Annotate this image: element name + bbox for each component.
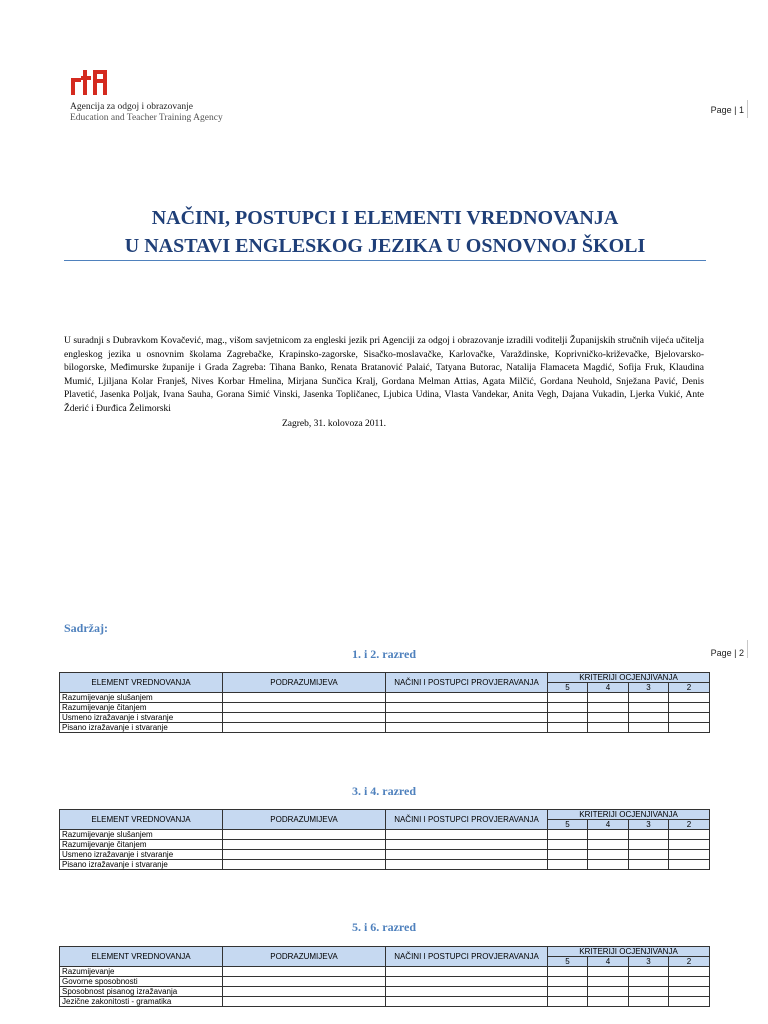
table-cell xyxy=(386,723,548,733)
table-cell xyxy=(548,997,588,1007)
table-row xyxy=(60,713,710,723)
table-cell xyxy=(629,967,669,977)
agency-name-hr: Agencija za odgoj i obrazovanje xyxy=(70,102,193,112)
table-cell xyxy=(588,693,629,703)
header-nacini: NAČINI I POSTUPCI PROVJERAVANJA xyxy=(386,947,548,967)
table-row xyxy=(60,987,710,997)
table-cell xyxy=(588,850,629,860)
row-label: Razumijevanje slušanjem xyxy=(60,830,223,840)
table-cell xyxy=(548,977,588,987)
table-cell xyxy=(548,860,588,870)
table-row xyxy=(60,840,710,850)
table-cell xyxy=(629,830,669,840)
table-cell xyxy=(386,860,548,870)
table-cell xyxy=(588,713,629,723)
date-text: Zagreb, 31. kolovoza 2011. xyxy=(281,419,387,429)
table-cell xyxy=(669,977,710,987)
table-cell xyxy=(669,967,710,977)
header-nacini: NAČINI I POSTUPCI PROVJERAVANJA xyxy=(386,810,548,830)
table-cell xyxy=(629,997,669,1007)
table-cell xyxy=(588,997,629,1007)
header-grade-4: 4 xyxy=(588,957,629,967)
table-cell xyxy=(223,703,386,713)
table-cell xyxy=(669,713,710,723)
header-grade-3: 3 xyxy=(629,683,669,693)
table-cell xyxy=(588,840,629,850)
row-label: Govorne sposobnosti xyxy=(60,977,223,987)
page-number-divider xyxy=(747,100,748,118)
table-cell xyxy=(386,987,548,997)
table-cell xyxy=(588,830,629,840)
row-label: Razumijevanje xyxy=(60,967,223,977)
row-label: Jezične zakonitosti - gramatika xyxy=(60,997,223,1007)
table-cell xyxy=(386,840,548,850)
table-cell xyxy=(223,693,386,703)
title-line-2: U NASTAVI ENGLESKOG JEZIKA U OSNOVNOJ ŠKOLI xyxy=(124,235,646,257)
table-cell xyxy=(223,997,386,1007)
header-grade-5: 5 xyxy=(548,957,588,967)
table-cell xyxy=(629,977,669,987)
table-cell xyxy=(386,713,548,723)
assessment-table-1 xyxy=(59,672,710,733)
table-cell xyxy=(629,987,669,997)
table-cell xyxy=(386,967,548,977)
title-rule xyxy=(64,260,706,261)
table-row xyxy=(60,860,710,870)
table-cell xyxy=(669,840,710,850)
row-label: Pisano izražavanje i stvaranje xyxy=(60,723,223,733)
table-cell xyxy=(223,713,386,723)
table-cell xyxy=(629,860,669,870)
section-title-3: 5. i 6. razred xyxy=(351,920,417,934)
table-row xyxy=(60,967,710,977)
table-cell xyxy=(548,693,588,703)
header-podrazumijeva: PODRAZUMIJEVA xyxy=(223,810,386,830)
header-kriteriji: KRITERIJI OCJENJIVANJA xyxy=(548,947,710,957)
row-label: Usmeno izražavanje i stvaranje xyxy=(60,850,223,860)
table-cell xyxy=(223,850,386,860)
table-cell xyxy=(629,693,669,703)
table-cell xyxy=(223,830,386,840)
table-row xyxy=(60,723,710,733)
table-row xyxy=(60,830,710,840)
table-cell xyxy=(548,713,588,723)
table-cell xyxy=(386,830,548,840)
table-cell xyxy=(386,977,548,987)
header-grade-2: 2 xyxy=(669,820,710,830)
header-grade-5: 5 xyxy=(548,820,588,830)
title-line-1: NAČINI, POSTUPCI I ELEMENTI VREDNOVANJA xyxy=(151,207,619,229)
row-label: Sposobnost pisanog izražavanja xyxy=(60,987,223,997)
table-cell xyxy=(669,703,710,713)
header-element: ELEMENT VREDNOVANJA xyxy=(60,810,223,830)
table-cell xyxy=(223,977,386,987)
header-podrazumijeva: PODRAZUMIJEVA xyxy=(223,947,386,967)
table-row xyxy=(60,693,710,703)
intro-paragraph: U suradnji s Dubravkom Kovačević, mag., višom savjetnicom za engleski jezik pri Agenciji za odgoj i obrazovanje izradili voditelji Županijskih stručnih vijeća učitelja engleskog jezika u osnovnim školama Zagrebačke, Krapinsko-zagorske, Sisačko-moslavačke, Karlovačke, Varaždinske, Koprivničko-križevačke, Bjelovarsko-bilogorske, Međimurske županije i Grada Zagreba: Tihana Banko, Renata Bratanović Palaić, Tatyana Butorac, Natalija Flamaceta Magdić, Sofija Fruk, Klaudina Mumić, Ljiljana Kolar Franješ, Nives Korbar Hmelina, Mirjana Sunčica Kralj, Gordana Melman Attias, Agata Milčić, Gordana Neuhold, Snježana Pavić, Denis Plavetić, Jasenka Poljak, Ivana Sauha, Gorana Simić Vinski, Jasenka Topličanec, Ljubica Udina, Vlasta Vandekar, Anita Vegh, Dajana Vukadin, Ljerka Vukić, Ante Žderić i Đurđica Želimorski xyxy=(64,336,704,414)
contents-heading: Sadržaj: xyxy=(64,621,108,635)
table-cell xyxy=(669,830,710,840)
table-cell xyxy=(548,840,588,850)
section-title-2: 3. i 4. razred xyxy=(351,784,417,798)
table-cell xyxy=(223,840,386,850)
row-label: Razumijevanje slušanjem xyxy=(60,693,223,703)
table-cell xyxy=(588,977,629,987)
table-cell xyxy=(548,703,588,713)
table-cell xyxy=(629,850,669,860)
agency-name-en: Education and Teacher Training Agency xyxy=(70,113,223,123)
table-cell xyxy=(223,723,386,733)
row-label: Pisano izražavanje i stvaranje xyxy=(60,860,223,870)
table-cell xyxy=(629,840,669,850)
header-grade-2: 2 xyxy=(669,957,710,967)
table-cell xyxy=(669,997,710,1007)
header-grade-3: 3 xyxy=(629,820,669,830)
table-cell xyxy=(548,967,588,977)
table-cell xyxy=(386,703,548,713)
table-cell xyxy=(588,860,629,870)
header-nacini: NAČINI I POSTUPCI PROVJERAVANJA xyxy=(386,673,548,693)
row-label: Razumijevanje čitanjem xyxy=(60,840,223,850)
table-cell xyxy=(588,703,629,713)
header-grade-4: 4 xyxy=(588,683,629,693)
table-cell xyxy=(588,723,629,733)
table-cell xyxy=(669,723,710,733)
header-element: ELEMENT VREDNOVANJA xyxy=(60,947,223,967)
row-label: Usmeno izražavanje i stvaranje xyxy=(60,713,223,723)
table-cell xyxy=(669,693,710,703)
table-cell xyxy=(548,987,588,997)
table-cell xyxy=(629,703,669,713)
table-cell xyxy=(223,860,386,870)
table-cell xyxy=(548,830,588,840)
header-grade-3: 3 xyxy=(629,957,669,967)
table-cell xyxy=(629,713,669,723)
table-cell xyxy=(588,967,629,977)
table-cell xyxy=(223,967,386,977)
table-cell xyxy=(548,850,588,860)
table-row xyxy=(60,997,710,1007)
agency-logo-icon xyxy=(70,68,110,96)
table-cell xyxy=(386,997,548,1007)
table-cell xyxy=(669,860,710,870)
header-element: ELEMENT VREDNOVANJA xyxy=(60,673,223,693)
section-title-1: 1. i 2. razred xyxy=(351,647,417,661)
header-kriteriji: KRITERIJI OCJENJIVANJA xyxy=(548,673,710,683)
document-date xyxy=(0,419,768,429)
header-grade-4: 4 xyxy=(588,820,629,830)
table-cell xyxy=(629,723,669,733)
header-grade-2: 2 xyxy=(669,683,710,693)
table-cell xyxy=(386,850,548,860)
page-number-2: Page | 2 xyxy=(710,648,744,658)
agency-logo xyxy=(70,68,110,96)
header-grade-5: 5 xyxy=(548,683,588,693)
table-row xyxy=(60,703,710,713)
header-podrazumijeva: PODRAZUMIJEVA xyxy=(223,673,386,693)
page-number-1: Page | 1 xyxy=(710,105,744,115)
assessment-table-2 xyxy=(59,809,710,870)
header-kriteriji: KRITERIJI OCJENJIVANJA xyxy=(548,810,710,820)
table-cell xyxy=(548,723,588,733)
table-cell xyxy=(386,693,548,703)
table-cell xyxy=(669,987,710,997)
table-cell xyxy=(588,987,629,997)
table-cell xyxy=(669,850,710,860)
table-row xyxy=(60,977,710,987)
assessment-table-3 xyxy=(59,946,710,1007)
table-cell xyxy=(223,987,386,997)
row-label: Razumijevanje čitanjem xyxy=(60,703,223,713)
table-row xyxy=(60,850,710,860)
document-title xyxy=(64,204,706,260)
